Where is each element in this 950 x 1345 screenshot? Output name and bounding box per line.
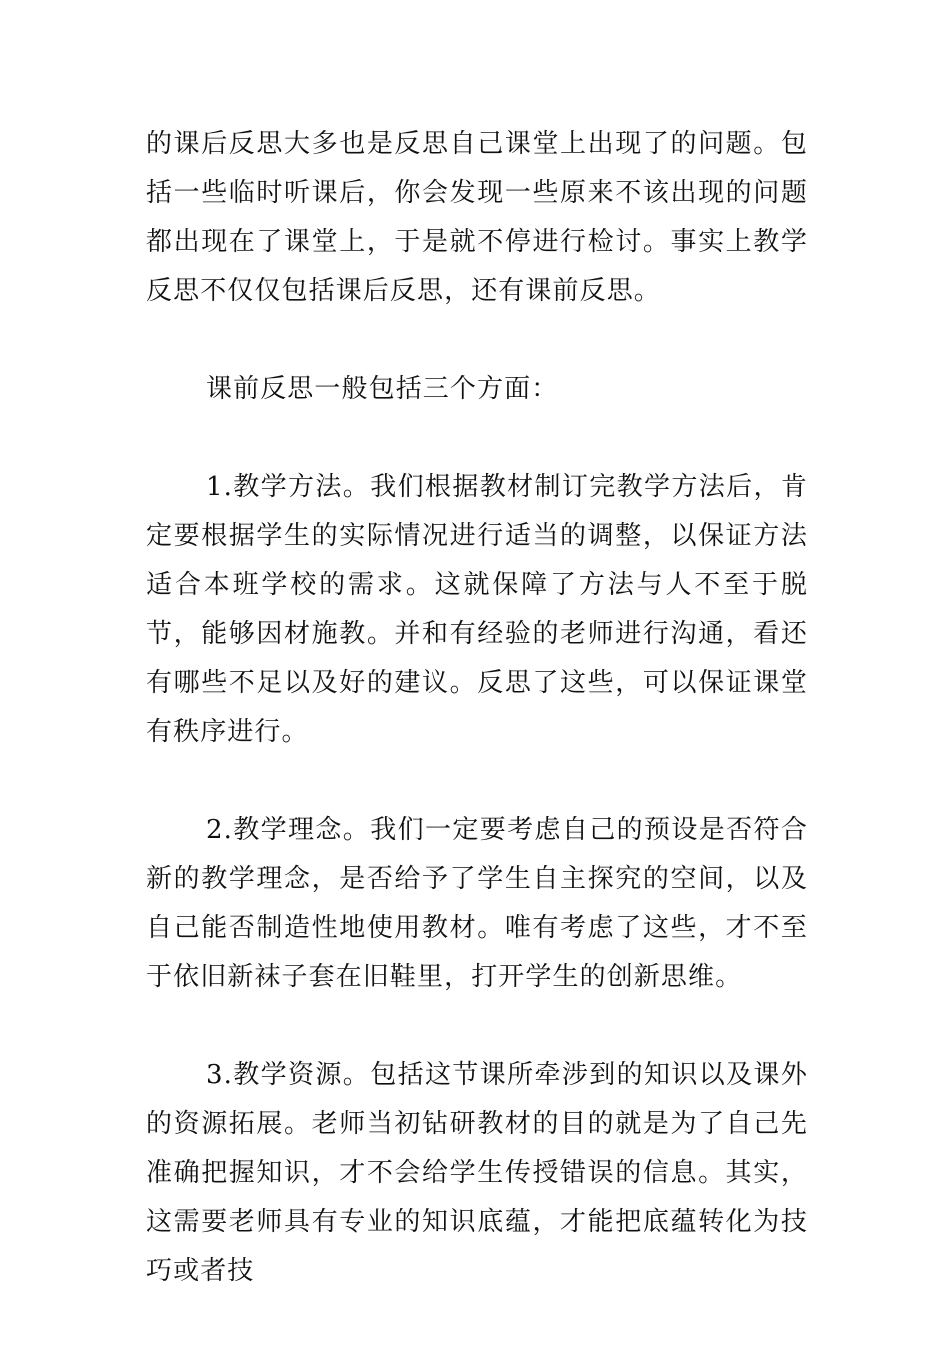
document-body [146,120,808,1345]
paragraph-point-1: 1.教学方法。我们根据教材制订完教学方法后，肯定要根据学生的实际情况进行适当的调整，以保证方法适合本班学校的需求。这就保障了方法与人不至于脱节，能够因材施教。并和有经验的老师进行沟通，看还有哪些不足以及好的建议。反思了这些，可以保证课堂有秩序进行。 [146,472,808,747]
paragraph-intro: 课前反思一般包括三个方面： [206,374,559,404]
paragraph-point-3: 3.教学资源。包括这节课所牵涉到的知识以及课外的资源拓展。老师当初钻研教材的目的就是为了自己先准确把握知识，才不会给学生传授错误的信息。其实，这需要老师具有专业的知识底蕴，才能把底蕴转化为技巧或者技 [146,1060,808,1286]
paragraph-continuation: 的课后反思大多也是反思自己课堂上出现了的问题。包括一些临时听课后，你会发现一些原来不该出现的问题都出现在了课堂上，于是就不停进行检讨。事实上教学反思不仅仅包括课后反思，还有课前反思。 [146,129,808,306]
paragraph-point-2: 2.教学理念。我们一定要考虑自己的预设是否符合新的教学理念，是否给予了学生自主探究的空间，以及自己能否制造性地使用教材。唯有考虑了这些，才不至于依旧新袜子套在旧鞋里，打开学生的创新思维。 [146,815,808,992]
